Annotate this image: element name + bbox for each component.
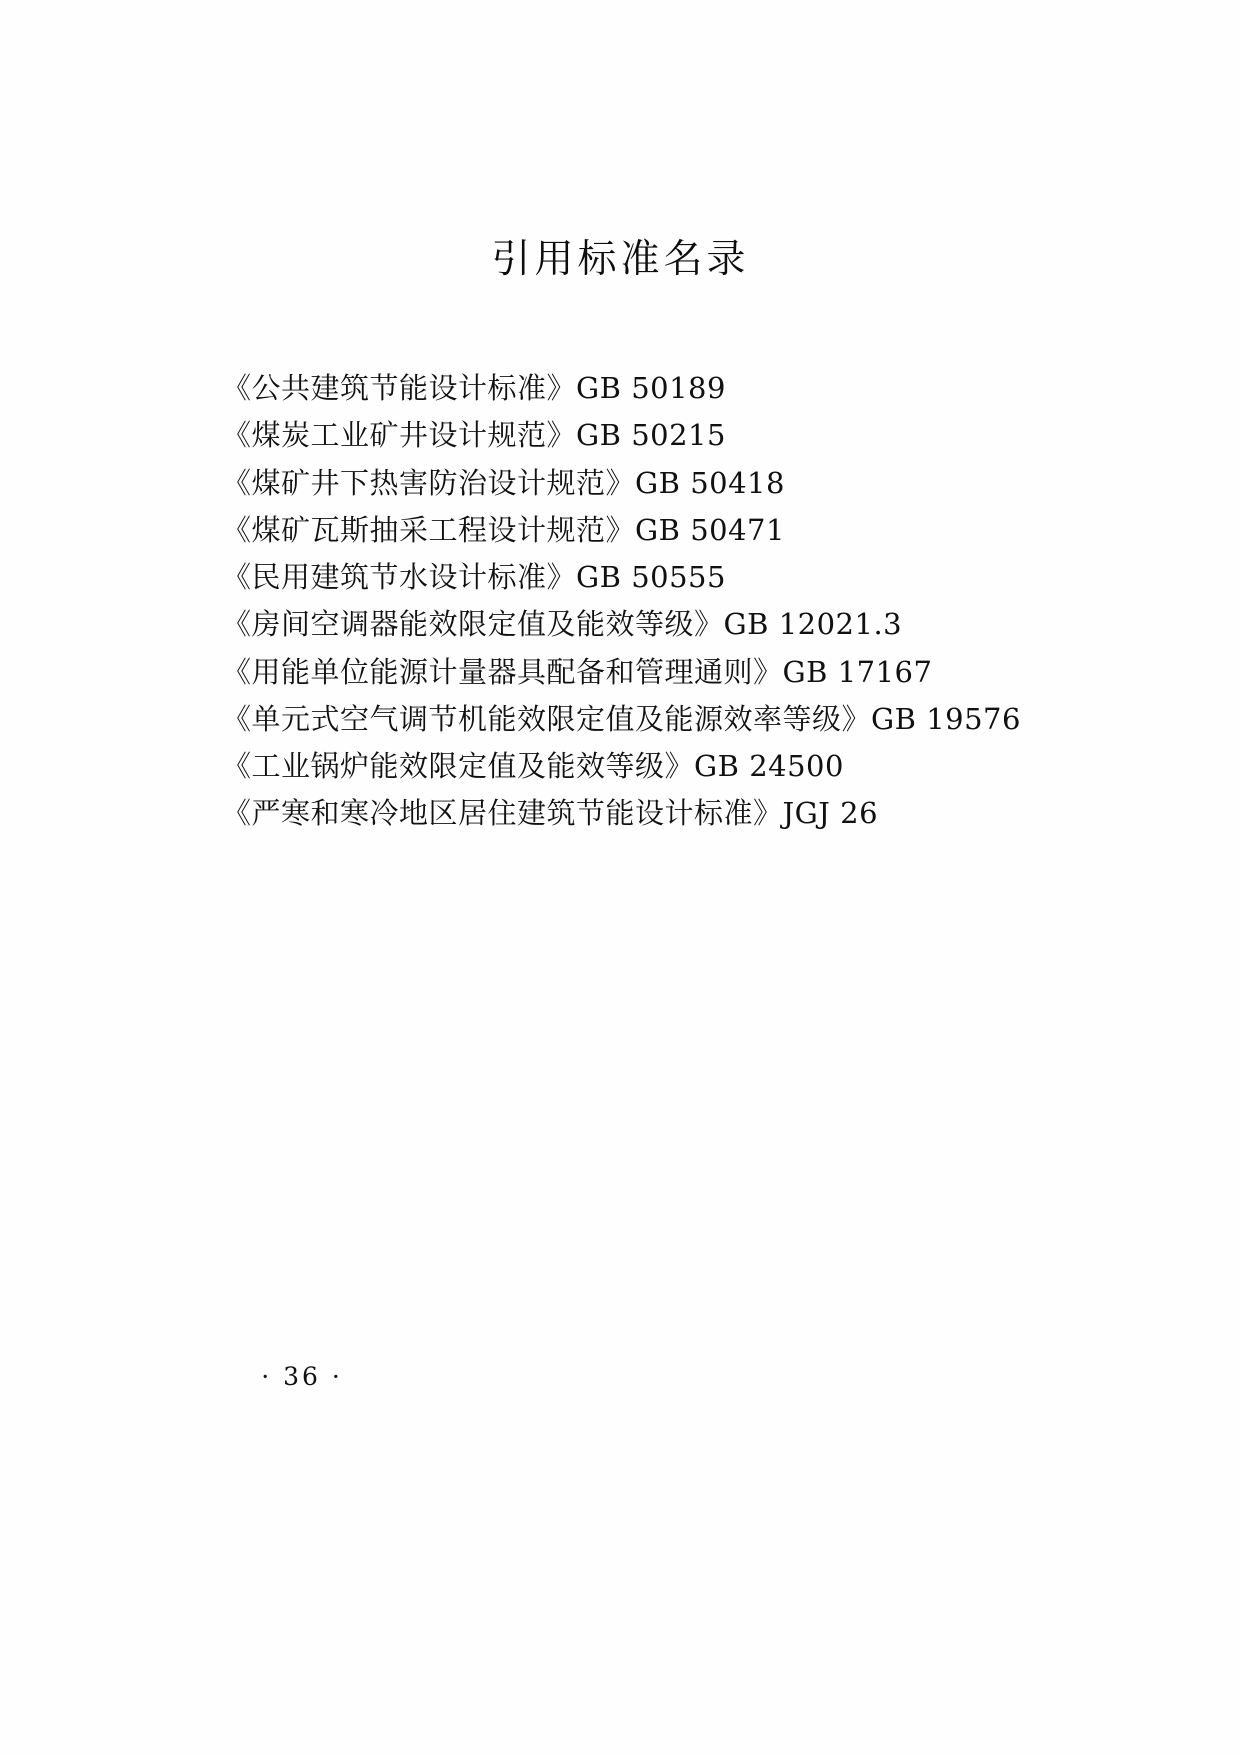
- list-item: 《煤炭工业矿井设计规范》GB 50215: [222, 418, 726, 453]
- list-item: 《严寒和寒冷地区居住建筑节能设计标准》JGJ 26: [222, 796, 879, 831]
- page-title: 引用标准名录: [491, 237, 750, 282]
- page-number: · 36 ·: [261, 1362, 343, 1391]
- list-item: 《煤矿井下热害防治设计规范》GB 50418: [222, 465, 785, 500]
- list-item: 《公共建筑节能设计标准》GB 50189: [222, 371, 726, 405]
- list-item: 《用能单位能源计量器具配备和管理通则》GB 17167: [222, 654, 933, 689]
- list-item: 《民用建筑节水设计标准》GB 50555: [222, 560, 726, 595]
- list-item: 《煤矿瓦斯抽采工程设计规范》GB 50471: [222, 512, 785, 547]
- list-item: 《单元式空气调节机能效限定值及能源效率等级》GB 19576: [222, 701, 1021, 736]
- list-item: 《房间空调器能效限定值及能效等级》GB 12021.3: [222, 607, 903, 642]
- referenced-standards-list: [222, 365, 1082, 838]
- list-item: 《工业锅炉能效限定值及能效等级》GB 24500: [222, 749, 844, 784]
